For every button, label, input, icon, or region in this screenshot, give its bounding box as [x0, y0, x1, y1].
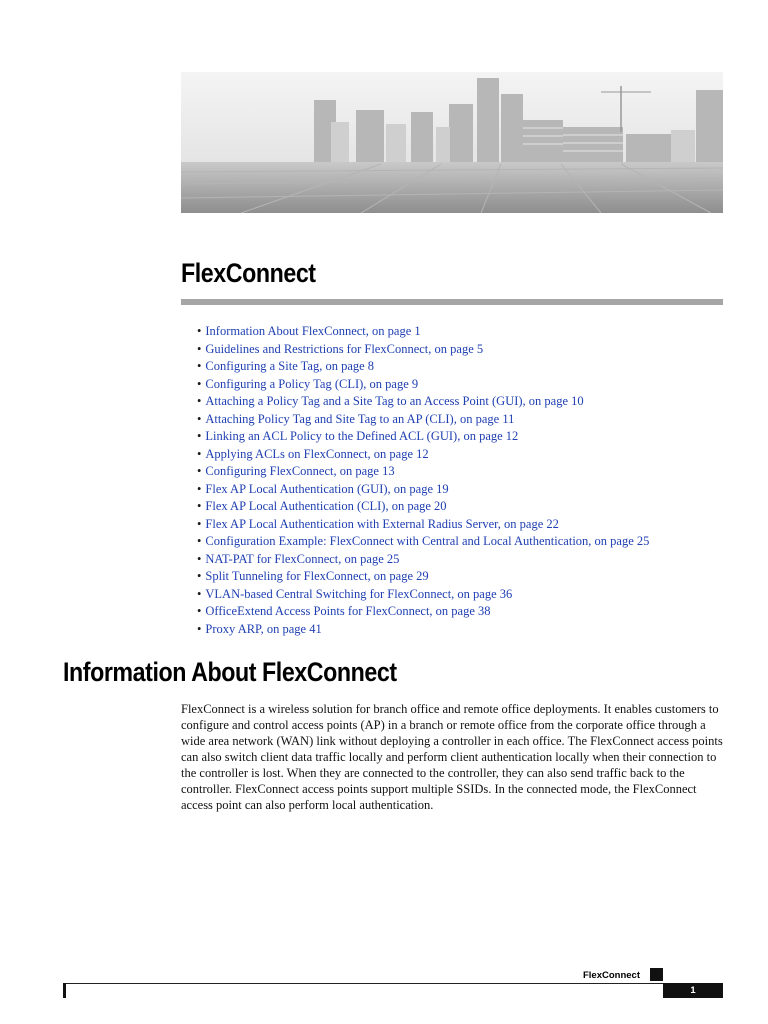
footer-chapter-title: FlexConnect	[582, 970, 640, 981]
toc-link[interactable]: Split Tunneling for FlexConnect, on page 29	[205, 569, 429, 583]
footer-marker	[650, 968, 663, 981]
bullet-icon: •	[197, 324, 202, 338]
bullet-icon: •	[197, 534, 202, 548]
section-heading: Information About FlexConnect	[63, 657, 397, 687]
toc-item	[197, 341, 649, 359]
toc-link[interactable]: NAT-PAT for FlexConnect, on page 25	[205, 551, 400, 566]
bullet-icon: •	[197, 551, 202, 566]
toc-item	[197, 551, 649, 569]
bullet-icon: •	[197, 481, 202, 496]
toc-item	[197, 428, 649, 446]
footer-tick	[63, 983, 66, 998]
bullet-icon: •	[197, 499, 202, 513]
toc-item	[197, 568, 649, 586]
bullet-icon: •	[197, 341, 202, 356]
toc-item	[197, 358, 649, 376]
bullet-icon: •	[197, 516, 202, 531]
bullet-icon: •	[197, 569, 202, 583]
toc-item	[197, 621, 649, 639]
toc-item	[197, 446, 649, 464]
toc-item	[197, 586, 649, 604]
header-banner-image	[181, 72, 723, 213]
toc-item	[197, 603, 649, 621]
toc-item	[197, 323, 649, 341]
toc-item	[197, 463, 649, 481]
toc-link[interactable]: Configuration Example: FlexConnect with Central and Local Authentication, on page 25	[205, 534, 650, 548]
toc-item	[197, 393, 649, 411]
toc-link[interactable]: Applying ACLs on FlexConnect, on page 12	[205, 446, 429, 461]
bullet-icon: •	[197, 621, 202, 636]
toc-link[interactable]: Configuring FlexConnect, on page 13	[205, 464, 395, 478]
section-body: FlexConnect is a wireless solution for branch office and remote office deployments. It enables customers to configure and control access points (AP) in a branch or remote office from the corporate office through a wide area network (WAN) link without deploying a controller in each office. The FlexConnect access points can also switch client data traffic locally and perform client authentication locally when their connection to the controller is lost. When they are connected to the controller, they can also send traffic back to the controller. FlexConnect access points support multiple SSIDs. In the connected mode, the FlexConnect access point can also perform local authentication.	[181, 702, 723, 812]
toc-link[interactable]: Proxy ARP, on page 41	[205, 621, 322, 636]
toc-link[interactable]: Guidelines and Restrictions for FlexConnect, on page 5	[205, 341, 484, 356]
toc-link[interactable]: OfficeExtend Access Points for FlexConnect, on page 38	[205, 604, 491, 618]
toc-item	[197, 411, 649, 429]
chapter-title: FlexConnect	[181, 258, 316, 288]
page-number: 1	[663, 983, 723, 998]
bullet-icon: •	[197, 586, 202, 601]
toc-link[interactable]: Flex AP Local Authentication with External Radius Server, on page 22	[205, 516, 559, 531]
bullet-icon: •	[197, 429, 202, 443]
toc-item	[197, 376, 649, 394]
toc-link[interactable]: Attaching a Policy Tag and a Site Tag to an Access Point (GUI), on page 10	[205, 394, 584, 408]
toc-link[interactable]: Attaching Policy Tag and Site Tag to an AP (CLI), on page 11	[205, 411, 515, 426]
toc-link[interactable]: Configuring a Site Tag, on page 8	[205, 359, 375, 373]
toc-link[interactable]: VLAN-based Central Switching for FlexConnect, on page 36	[205, 586, 513, 601]
bullet-icon: •	[197, 464, 202, 478]
bullet-icon: •	[197, 394, 202, 408]
toc-item	[197, 498, 649, 516]
toc-link[interactable]: Flex AP Local Authentication (GUI), on page 19	[205, 481, 449, 496]
title-rule	[181, 299, 723, 305]
bullet-icon: •	[197, 376, 202, 391]
toc-link[interactable]: Information About FlexConnect, on page 1	[205, 324, 421, 338]
bullet-icon: •	[197, 604, 202, 618]
bullet-icon: •	[197, 359, 202, 373]
toc-item	[197, 533, 649, 551]
toc-link[interactable]: Configuring a Policy Tag (CLI), on page 9	[205, 376, 419, 391]
bullet-icon: •	[197, 446, 202, 461]
toc-link[interactable]: Linking an ACL Policy to the Defined ACL (GUI), on page 12	[205, 429, 519, 443]
toc-link[interactable]: Flex AP Local Authentication (CLI), on page 20	[205, 499, 447, 513]
toc-item	[197, 516, 649, 534]
chapter-toc	[197, 323, 649, 638]
toc-item	[197, 481, 649, 499]
bullet-icon: •	[197, 411, 202, 426]
footer-rule	[63, 983, 663, 984]
